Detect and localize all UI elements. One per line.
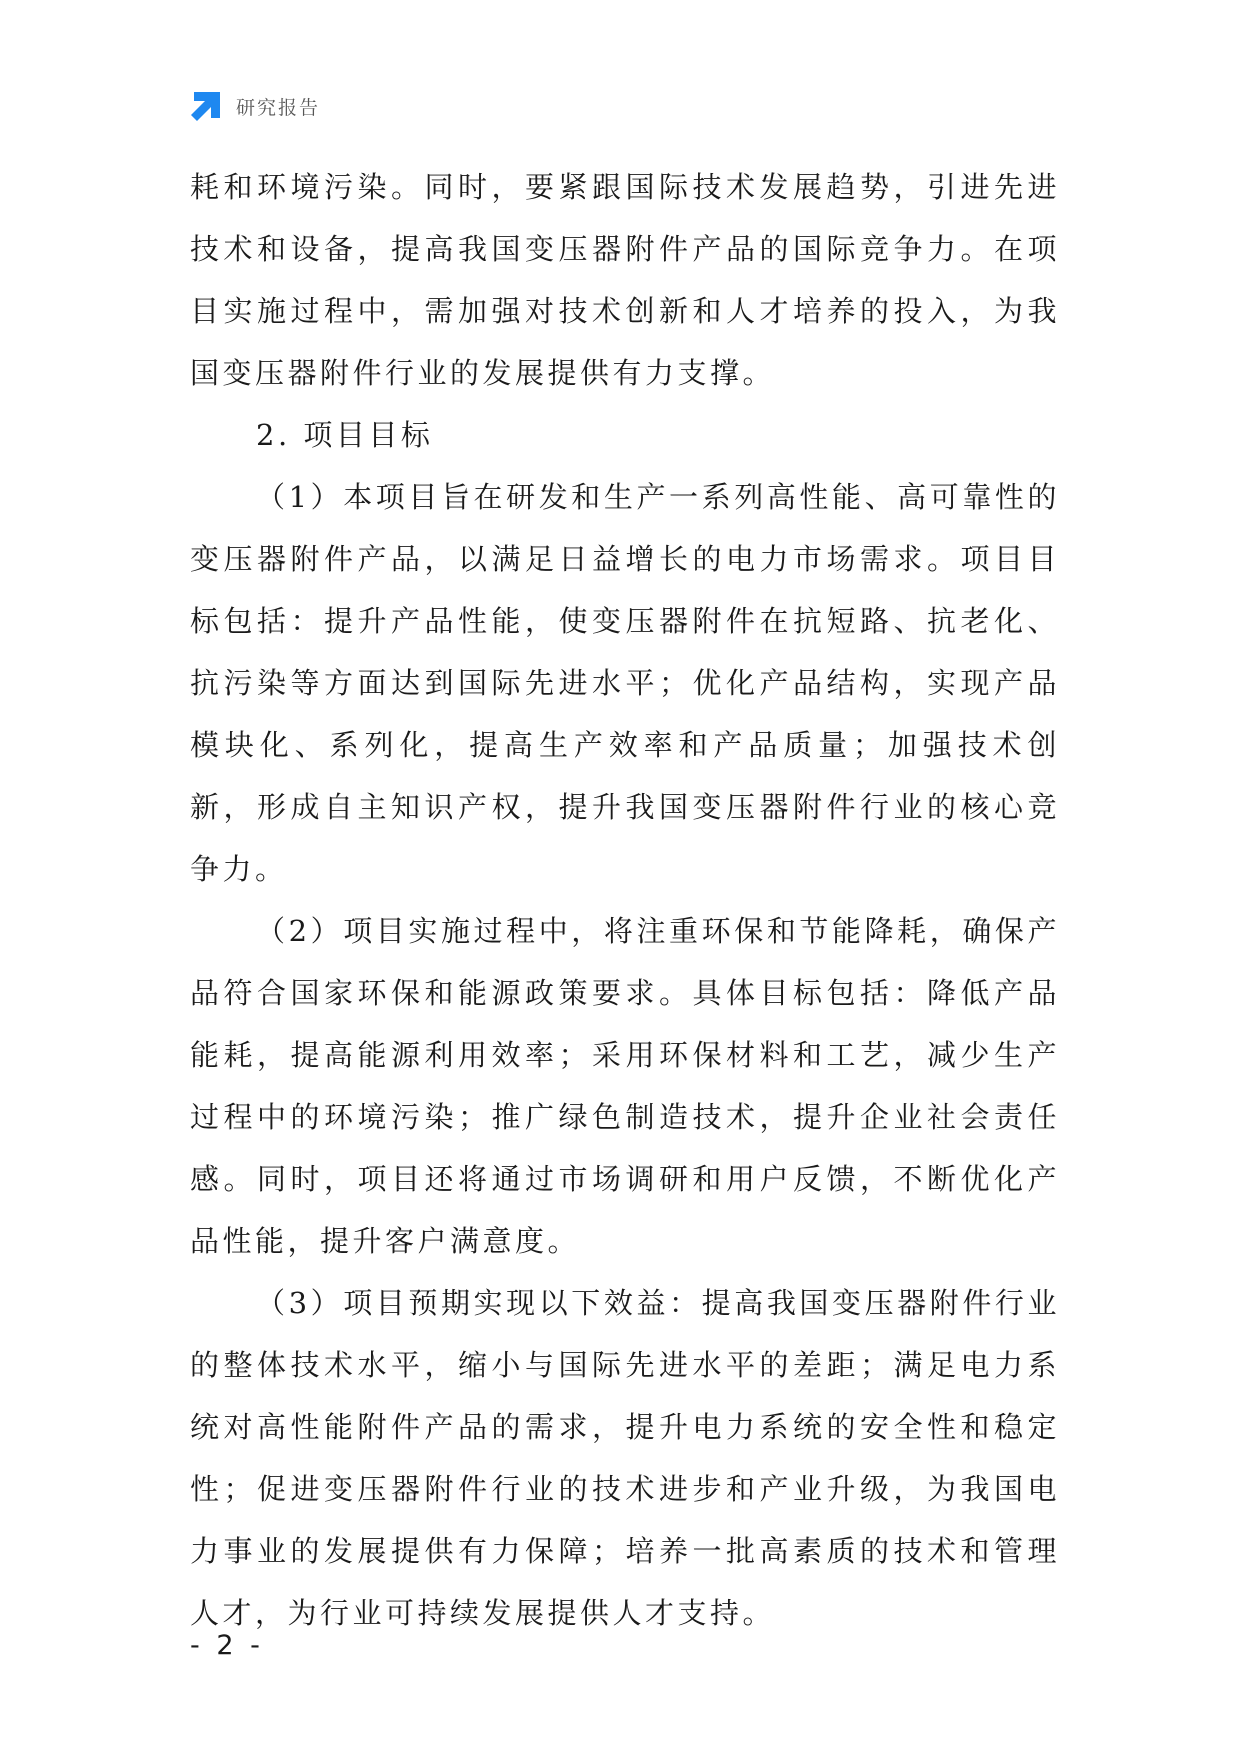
document-body (190, 156, 1060, 1644)
page-header (190, 88, 320, 124)
paragraph-continuation: 耗和环境污染。同时，要紧跟国际技术发展趋势，引进先进技术和设备，提高我国变压器附件产品的国际竞争力。在项目实施过程中，需加强对技术创新和人才培养的投入，为我国变压器附件行业的发展提供有力支撑。 (190, 170, 1060, 390)
arrow-up-right-icon (190, 90, 222, 122)
section-heading: 2. 项目目标 (256, 418, 434, 452)
paragraph-goal-2: （2）项目实施过程中，将注重环保和节能降耗，确保产品符合国家环保和能源政策要求。具体目标包括：降低产品能耗，提高能源利用效率；采用环保材料和工艺，减少生产过程中的环境污染；推广绿色制造技术，提升企业社会责任感。同时，项目还将通过市场调研和用户反馈，不断优化产品性能，提升客户满意度。 (190, 914, 1060, 1258)
header-title: 研究报告 (236, 96, 321, 119)
page-number: - 2 - (190, 1630, 264, 1661)
paragraph-goal-1: （1）本项目旨在研发和生产一系列高性能、高可靠性的变压器附件产品，以满足日益增长的电力市场需求。项目目标包括：提升产品性能，使变压器附件在抗短路、抗老化、抗污染等方面达到国际先进水平；优化产品结构，实现产品模块化、系列化，提高生产效率和产品质量；加强技术创新，形成自主知识产权，提升我国变压器附件行业的核心竞争力。 (190, 480, 1060, 886)
paragraph-goal-3: （3）项目预期实现以下效益：提高我国变压器附件行业的整体技术水平，缩小与国际先进水平的差距；满足电力系统对高性能附件产品的需求，提升电力系统的安全性和稳定性；促进变压器附件行业的技术进步和产业升级，为我国电力事业的发展提供有力保障；培养一批高素质的技术和管理人才，为行业可持续发展提供人才支持。 (190, 1286, 1060, 1630)
